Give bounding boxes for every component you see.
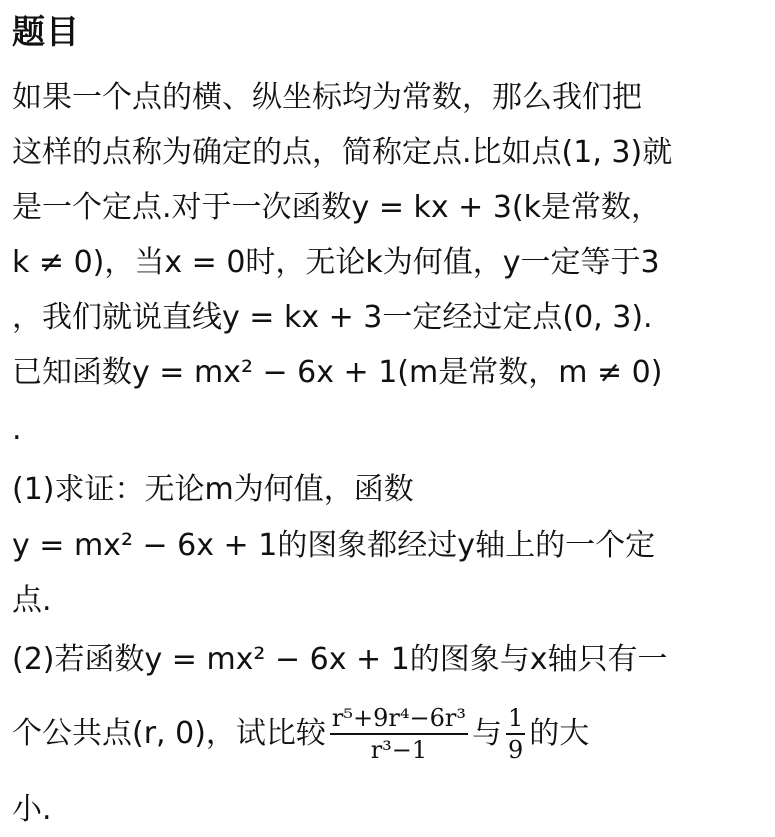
part-2-line-3: 小. <box>12 792 52 827</box>
part-2-text-c: 的大 <box>529 716 590 751</box>
problem-line-4: k ≠ 0)，当x = 0时，无论k为何值，y一定等于3 <box>12 245 660 280</box>
part-2-text-b: 与 <box>471 716 502 751</box>
problem-line-1: 如果一个点的横、纵坐标均为常数，那么我们把 <box>12 80 642 115</box>
problem-line-7: . <box>12 412 22 447</box>
part-2-line-1: (2)若函数y = mx² − 6x + 1的图象与x轴只有一 <box>12 642 668 677</box>
part-1-line-2: y = mx² − 6x + 1的图象都经过y轴上的一个定 <box>12 528 656 563</box>
part-1-line-1: (1)求证：无论m为何值，函数 <box>12 472 414 507</box>
problem-line-6: 已知函数y = mx² − 6x + 1(m是常数，m ≠ 0) <box>12 355 663 390</box>
problem-line-2: 这样的点称为确定的点，简称定点.比如点(1, 3)就 <box>12 135 673 170</box>
part-2-line-2 <box>12 694 763 774</box>
problem-line-5: ，我们就说直线y = kx + 3一定经过定点(0, 3). <box>12 300 653 335</box>
problem-line-3: 是一个定点.对于一次函数y = kx + 3(k是常数， <box>12 190 661 225</box>
problem-heading: 题目 <box>12 12 80 51</box>
part-2-text-a: 个公共点(r, 0)，试比较 <box>12 716 326 751</box>
fraction-expression <box>330 703 468 765</box>
fraction-one-ninth-denominator: 9 <box>507 736 524 764</box>
fraction-denominator: r³−1 <box>370 736 428 764</box>
part-1-line-3: 点. <box>12 583 52 618</box>
fraction-numerator: r⁵+9r⁴−6r³ <box>331 704 466 732</box>
fraction-one-ninth-numerator: 1 <box>507 704 524 732</box>
fraction-one-ninth <box>506 703 525 765</box>
